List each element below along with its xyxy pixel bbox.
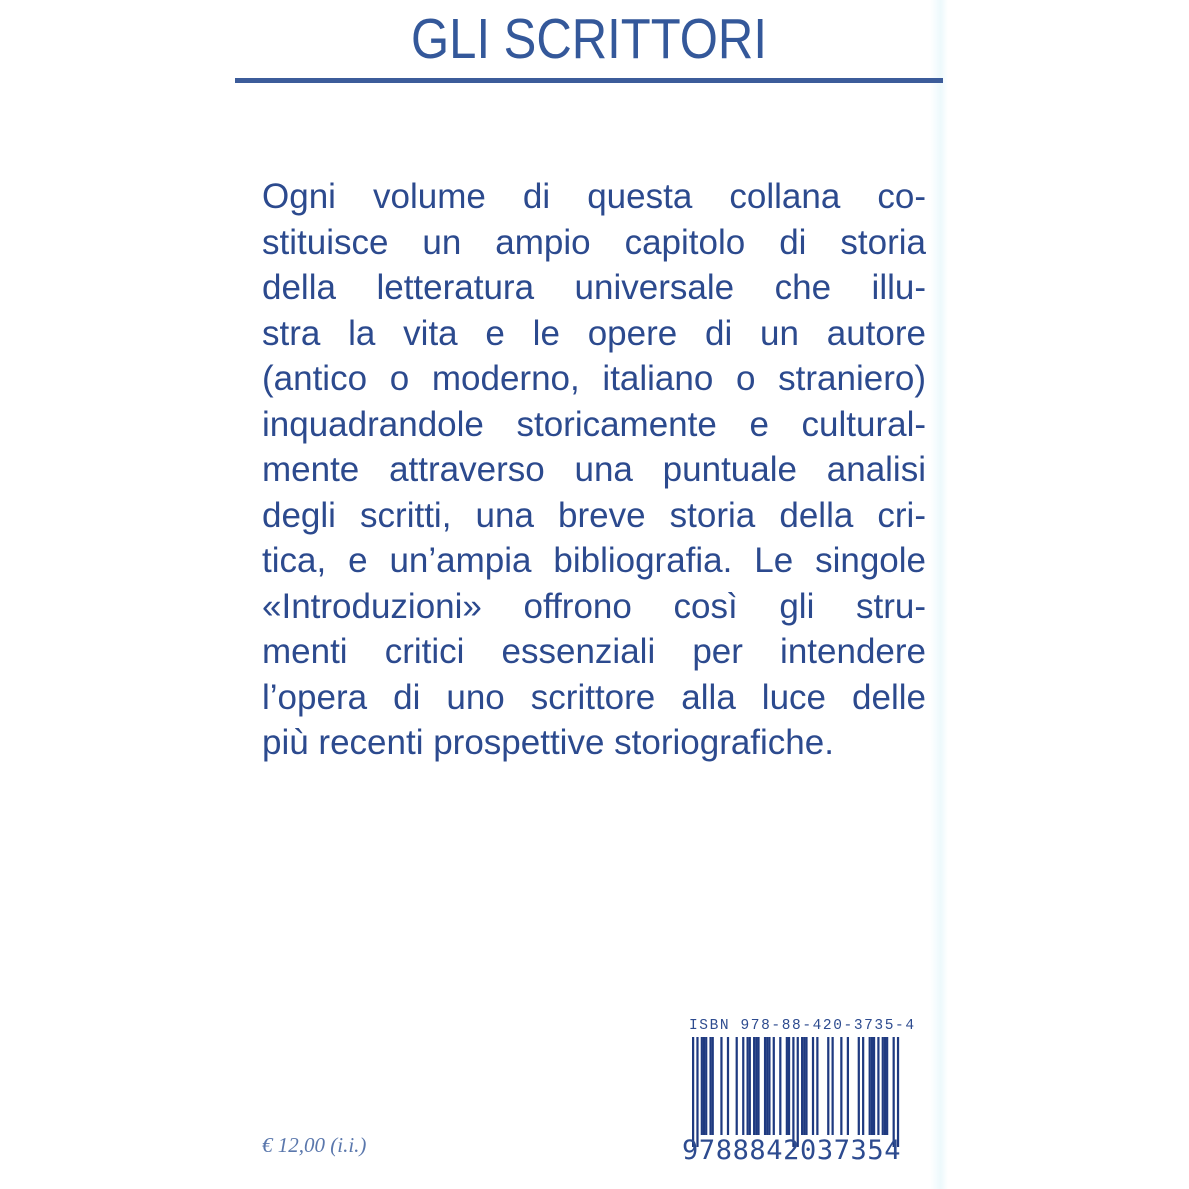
series-title: GLI SCRITTORI xyxy=(411,7,767,71)
description-line: più recenti prospettive storiografiche. xyxy=(262,723,834,762)
description-line: stra la vita e le opere di un autore xyxy=(262,313,926,353)
title-rule-divider xyxy=(235,78,943,83)
price-label: € 12,00 (i.i.) xyxy=(262,1133,367,1157)
ean-digits: 9788842037354 xyxy=(682,1135,902,1166)
description-line: menti critici essenziali per intendere xyxy=(262,632,926,671)
description-line: della letteratura universale che illu- xyxy=(262,268,926,307)
description-line: stituisce un ampio capitolo di storia xyxy=(262,222,926,262)
description-line: degli scritti, una breve storia della cri- xyxy=(262,495,926,535)
description-line: inquadrandole storicamente e cultural- xyxy=(262,404,926,444)
series-description xyxy=(262,174,926,766)
isbn-number: ISBN 978-88-420-3735-4 xyxy=(689,1018,916,1034)
description-line: tica, e un’ampia bibliografia. Le singole xyxy=(262,541,926,580)
page-edge-tint xyxy=(930,0,948,1189)
description-line: (antico o moderno, italiano o straniero) xyxy=(262,359,926,398)
description-line: Ogni volume di questa collana co- xyxy=(262,177,926,216)
isbn-barcode xyxy=(684,1018,914,1166)
description-line: l’opera di uno scrittore alla luce delle xyxy=(262,677,926,717)
description-line: «Introduzioni» offrono così gli stru- xyxy=(262,586,926,626)
barcode-bars-icon xyxy=(684,1037,914,1147)
description-line: mente attraverso una puntuale analisi xyxy=(262,450,926,489)
